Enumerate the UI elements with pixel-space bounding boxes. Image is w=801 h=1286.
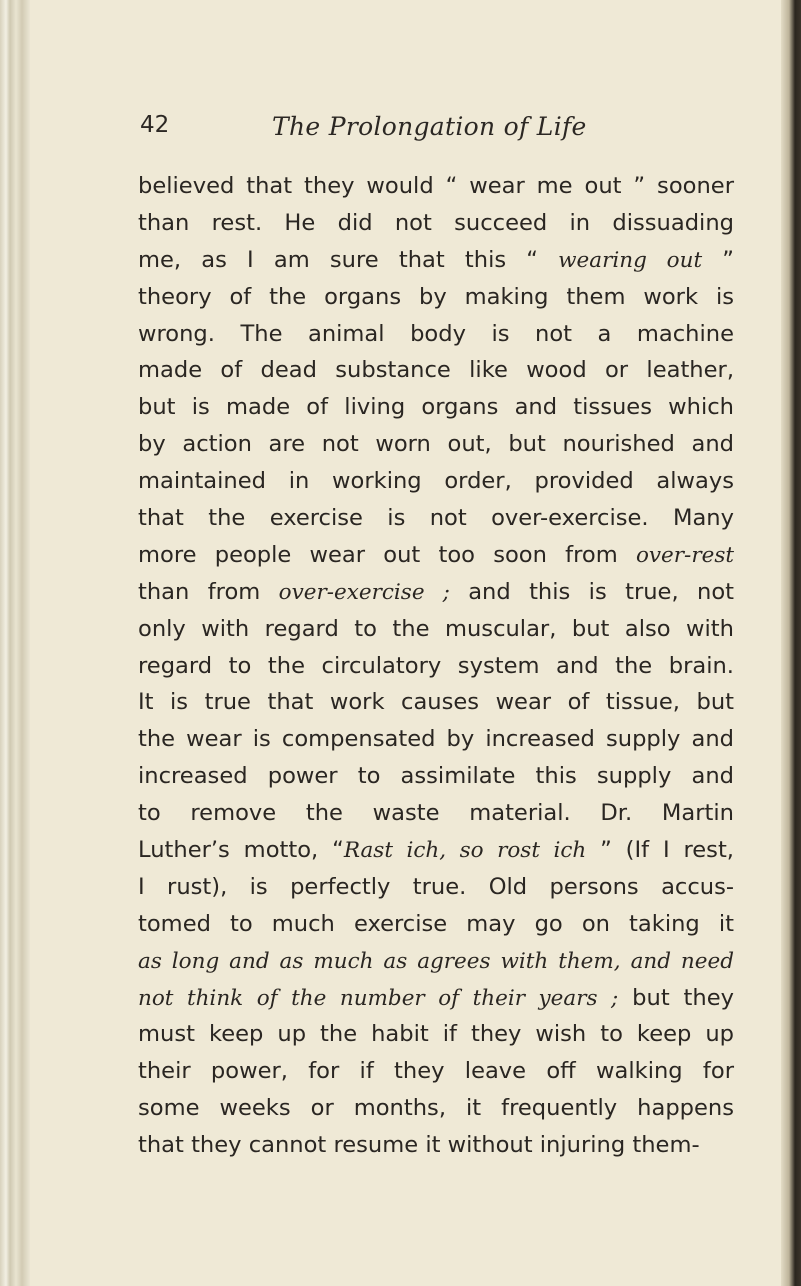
body-text xyxy=(138,168,734,1164)
text-line xyxy=(138,352,734,389)
text-line xyxy=(138,463,734,500)
text-run: their power, for if they leave off walking for xyxy=(138,1058,734,1085)
text-run: It is true that work causes wear of tissue, but xyxy=(138,689,734,716)
text-run: than rest. He did not succeed in dissuading xyxy=(138,209,734,236)
italic-text: Rast ich, so rost ich xyxy=(343,838,587,864)
text-line xyxy=(138,316,734,353)
text-line xyxy=(138,537,734,574)
text-line xyxy=(138,1053,734,1090)
text-line xyxy=(138,426,734,463)
text-line xyxy=(138,906,734,943)
text-line xyxy=(138,832,734,869)
text-line xyxy=(138,684,734,721)
text-run: only with regard to the muscular, but also with xyxy=(138,615,734,642)
text-run: theory of the organs by making them work is xyxy=(138,283,734,310)
text-line xyxy=(138,279,734,316)
text-line xyxy=(138,869,734,906)
text-line xyxy=(138,611,734,648)
text-run: me, as I am sure that this “ xyxy=(138,246,559,273)
text-run: ” xyxy=(702,246,734,273)
text-run: some weeks or months, it frequently happens xyxy=(138,1095,734,1122)
text-run: made of dead substance like wood or leather, xyxy=(138,357,734,384)
text-line xyxy=(138,1090,734,1127)
italic-text: over-exercise ; xyxy=(278,579,450,605)
page-outer-edge xyxy=(781,0,801,1286)
text-run: increased power to assimilate this supply and xyxy=(138,763,734,790)
text-run: but is made of living organs and tissues which xyxy=(138,394,734,421)
text-run: that the exercise is not over-exercise. Many xyxy=(138,505,734,532)
text-run: believed that they would “ wear me out ” sooner xyxy=(138,173,734,199)
text-run: the wear is compensated by increased supply and xyxy=(138,726,734,753)
text-run: Luther’s motto, “ xyxy=(138,837,344,864)
text-run: ” (If I rest, xyxy=(586,837,734,864)
text-line xyxy=(138,205,734,242)
text-run: tomed to much exercise may go on taking it xyxy=(138,910,734,937)
italic-text: as long and as much as agrees with them, and need xyxy=(138,948,734,974)
text-line xyxy=(138,943,734,980)
text-line xyxy=(138,574,734,611)
text-run: regard to the circulatory system and the brain. xyxy=(138,652,734,679)
text-line xyxy=(138,648,734,685)
text-run: but they xyxy=(618,984,734,1011)
text-line xyxy=(138,500,734,537)
text-run: to remove the waste material. Dr. Martin xyxy=(138,800,734,827)
text-line xyxy=(138,389,734,426)
page-binding-edge xyxy=(0,0,30,1286)
text-line xyxy=(138,1016,734,1053)
text-run: that they cannot resume it without injuring them- xyxy=(138,1132,700,1159)
text-run: than from xyxy=(138,578,279,605)
italic-text: wearing out xyxy=(558,247,703,273)
italic-text: not think of the number of their years ; xyxy=(138,985,619,1011)
text-line xyxy=(138,1127,734,1164)
text-line xyxy=(138,168,734,205)
text-line xyxy=(138,721,734,758)
text-run: maintained in working order, provided always xyxy=(138,468,734,495)
text-run: wrong. The animal body is not a machine xyxy=(138,320,734,347)
text-run: I rust), is perfectly true. Old persons accus- xyxy=(138,873,734,900)
running-title: The Prolongation of Life xyxy=(272,112,587,141)
text-line xyxy=(138,795,734,832)
text-line xyxy=(138,758,734,795)
text-line xyxy=(138,980,734,1017)
text-run: and this is true, not xyxy=(449,578,734,605)
text-line xyxy=(138,242,734,279)
page-number: 42 xyxy=(140,112,170,138)
text-run: by action are not worn out, but nourished and xyxy=(138,431,734,458)
text-run: must keep up the habit if they wish to keep up xyxy=(138,1021,734,1048)
italic-text: over-rest xyxy=(635,542,734,568)
text-run: more people wear out too soon from xyxy=(138,541,636,568)
